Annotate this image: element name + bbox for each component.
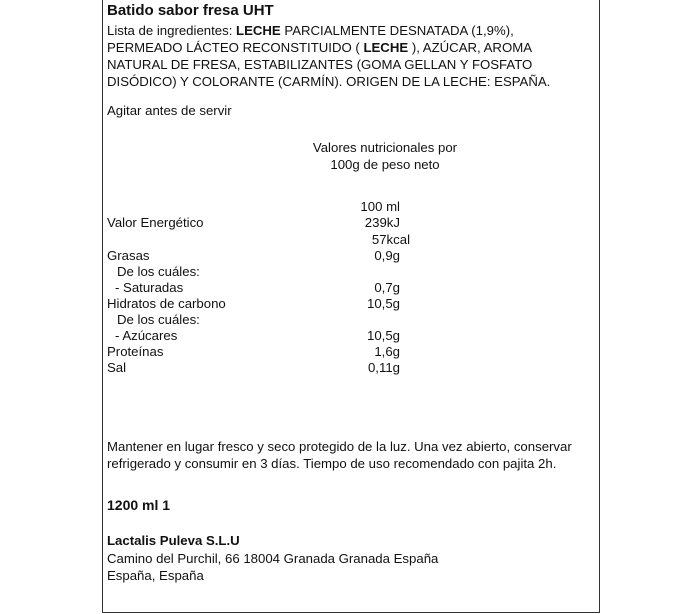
nutrition-label-protein: Proteínas [107, 344, 164, 359]
nutrition-value-energy-kj: 239kJ [364, 215, 400, 230]
ingredients-part-1: PARCIALMENTE DESNATADA (1,9%), PERMEADO LÁCTEO RECONSTITUIDO ( [107, 23, 514, 55]
nutrition-label-sugars: - Azúcares [115, 328, 178, 343]
nutrition-header-line-2: 100g de peso neto [330, 157, 440, 172]
net-quantity: 1200 ml 1 [107, 497, 171, 513]
ingredients-list [107, 22, 587, 90]
nutrition-label-of-which-2: De los cuáles: [117, 312, 200, 327]
nutrition-value-fat: 0,9g [374, 248, 400, 263]
nutrition-header-line-1: Valores nutricionales por [312, 140, 458, 155]
storage-instructions: Mantener en lugar fresco y seco protegido de la luz. Una vez abierto, conservar refrigerado y consumir en 3 días. Tiempo de uso recomendado con pajita 2h. [107, 439, 572, 471]
shake-instruction: Agitar antes de servir [107, 103, 232, 118]
nutrition-label-of-which-1: De los cuáles: [117, 264, 200, 279]
nutrition-value-saturated: 0,7g [374, 280, 400, 295]
product-title: Batido sabor fresa UHT [107, 2, 274, 19]
ingredients-prefix: Lista de ingredientes: [107, 23, 237, 38]
nutrition-label-carbohydrates: Hidratos de carbono [107, 296, 226, 311]
allergen-milk-2: LECHE [363, 40, 409, 55]
allergen-milk-1: LECHE [236, 23, 281, 38]
nutrition-label-fat: Grasas [107, 248, 150, 263]
nutrition-label-energy: Valor Energético [107, 215, 204, 230]
nutrition-value-salt: 0,11g [367, 360, 400, 375]
nutrition-column-header: 100 ml [360, 199, 400, 214]
ingredients-part-2: ), AZÚCAR, AROMA NATURAL DE FRESA, ESTABILIZANTES (GOMA GELLAN Y FOSFATO DISÓDICO) Y COLORANTE (CARMÍN). ORIGEN DE LA LECHE: ESPAÑA. [107, 40, 551, 89]
company-name: Lactalis Puleva S.L.U [107, 533, 240, 548]
company-address: Camino del Purchil, 66 18004 Granada Granada España [107, 551, 439, 566]
nutrition-value-protein: 1,6g [374, 344, 400, 359]
nutrition-value-sugars: 10,5g [366, 328, 400, 343]
nutrition-header [285, 139, 485, 173]
company-country: España, España [107, 568, 204, 583]
nutrition-value-carbohydrates: 10,5g [366, 296, 400, 311]
nutrition-label-saturated: - Saturadas [115, 280, 184, 295]
nutrition-value-energy-kcal: 57kcal [371, 232, 410, 247]
nutrition-label-salt: Sal [107, 360, 127, 375]
